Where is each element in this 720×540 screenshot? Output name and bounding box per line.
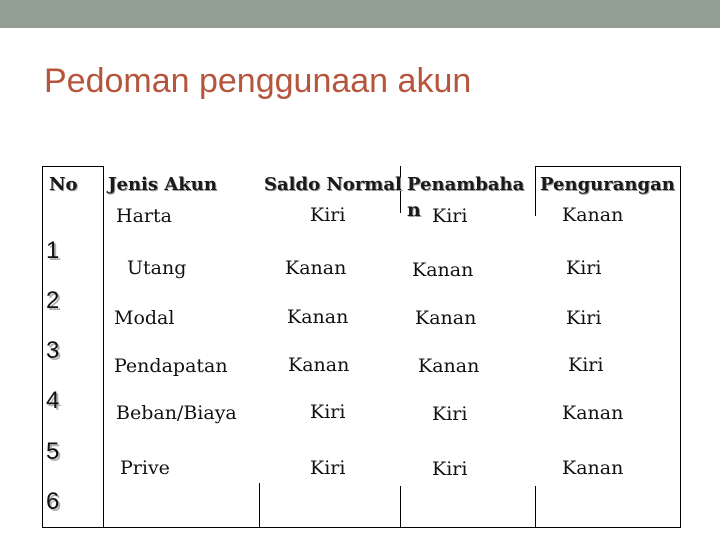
row-5-jenis-akun: Beban/Biaya <box>116 402 237 424</box>
row-6-saldo-normal: Kiri <box>310 457 346 479</box>
row-2-saldo-normal: Kanan <box>285 257 347 279</box>
column-divider-penambahan <box>535 166 536 216</box>
header-jenis-akun: Jenis Akun <box>108 174 217 195</box>
row-5-saldo-normal: Kiri <box>310 401 346 423</box>
row-4-penambahan: Kanan <box>418 355 480 377</box>
row-2-penambahan: Kanan <box>412 259 474 281</box>
row-2-jenis-akun: Utang <box>127 257 187 279</box>
row-number-1: 1 <box>46 237 60 264</box>
row-1-jenis-akun: Harta <box>116 205 172 227</box>
header-no: No <box>49 174 78 195</box>
table-border-right <box>680 166 681 528</box>
header-penambahan: Penambaha <box>407 174 525 195</box>
row-4-jenis-akun: Pendapatan <box>114 355 228 377</box>
row-6-pengurangan: Kanan <box>562 457 624 479</box>
row-1-saldo-normal: Kiri <box>310 204 346 226</box>
row-number-5: 5 <box>46 438 60 465</box>
row-3-pengurangan: Kiri <box>566 307 602 329</box>
row-2-pengurangan: Kiri <box>566 257 602 279</box>
row-number-6: 6 <box>46 488 60 515</box>
row-5-penambahan: Kiri <box>432 403 468 425</box>
header-pengurangan: Pengurangan <box>540 174 675 195</box>
row-1-penambahan: Kiri <box>432 205 468 227</box>
row-4-pengurangan: Kiri <box>568 354 604 376</box>
row-number-3: 3 <box>46 337 60 364</box>
column-divider-no <box>103 166 104 528</box>
row-3-jenis-akun: Modal <box>114 307 175 329</box>
row-6-jenis-akun: Prive <box>120 457 170 479</box>
column-divider-jenis <box>259 483 260 528</box>
table-border-left <box>42 166 43 528</box>
row-6-penambahan: Kiri <box>432 458 468 480</box>
page-title: Pedoman penggunaan akun <box>44 62 472 100</box>
header-saldo-normal: Saldo Normal <box>264 174 402 195</box>
row-3-saldo-normal: Kanan <box>287 306 349 328</box>
row-number-4: 4 <box>46 387 60 414</box>
row-5-pengurangan: Kanan <box>562 402 624 424</box>
row-number-2: 2 <box>46 287 60 314</box>
row-1-pengurangan: Kanan <box>562 204 624 226</box>
row-3-penambahan: Kanan <box>415 307 477 329</box>
table-border-bottom <box>42 527 681 528</box>
header-penambahan-wrap: n <box>407 199 421 221</box>
column-divider-penambahan-lower <box>535 486 536 528</box>
row-4-saldo-normal: Kanan <box>288 354 350 376</box>
column-divider-saldo-lower <box>400 486 401 528</box>
table-border-top-right <box>535 166 680 167</box>
table-border-top-left <box>42 166 103 167</box>
